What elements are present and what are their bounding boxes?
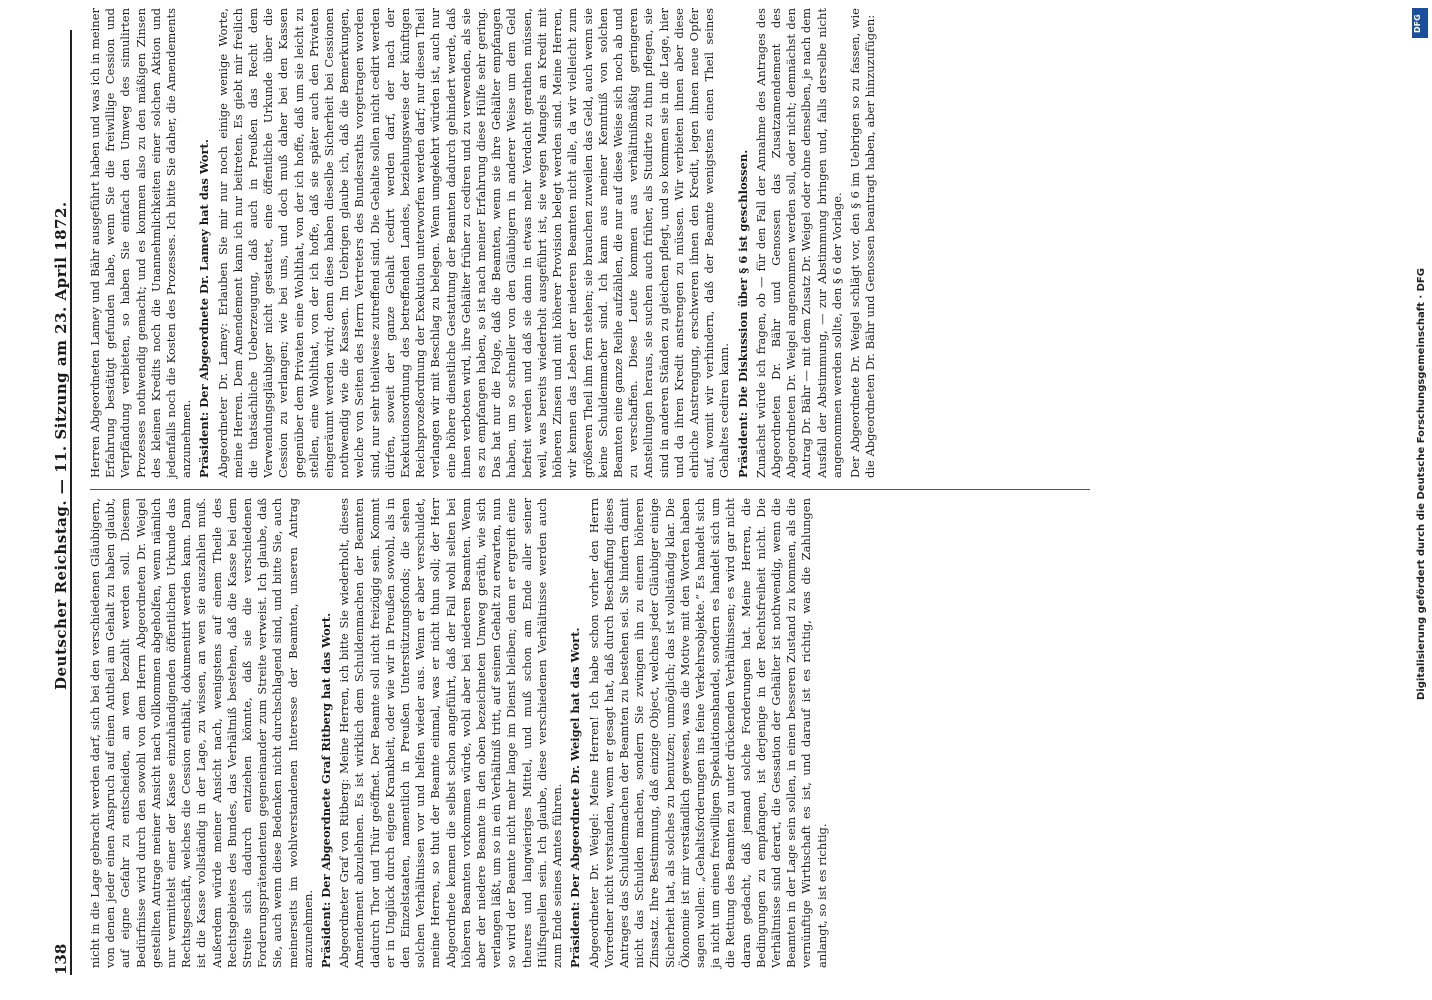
dfg-logo: DFG <box>1412 8 1428 38</box>
paragraph: Präsident: Die Diskussion über § 6 ist geschlossen. <box>735 149 750 478</box>
page-number: 138 <box>52 943 70 975</box>
paragraph: Abgeordneter Dr. Weigel: Meine Herren! Ich habe schon vorher den Herrn Vorredner nicht verstanden, wenn er gesagt hat, daß durch Beschaffung dieses Antrages das Schuldenmachen der Beamten zu bestehen sei. Sie hindern damit nicht das Schulden machen, sondern Sie zwingen ihn zu einem höheren Zinssatz. Ihre Bestimmung, daß einzige Object, welches jeder Gläubiger einige Sicherheit hat, als solches zu benutzen; unmöglich; das ist vollständig klar. Die Ökonomie ist mir verständlich gewesen, was die Motive mit den Worten haben sagen wollen: „Gehaltsforderungen ins feine Verkehrsobjekte.“ Es handelt sich ja nicht um einen freiwilligen Spekulationshandel, sondern es handelt sich um die Rettung des Beamten zu unter drückenden Verhältnissen; es wird gar nicht daran gedacht, daß jemand solche Forderungen hat. Meine Herren, die Bedingungen zu empfangen, ist derjenige in der Rechtsfreiheit nicht. Die Verhältnisse sind derart, die Gessation der Gehälter ist nothwendig, wenn die Beamten in der Lage sein sollen, in einen besseren Zustand zu kommen, als die vernünftige Wirthschaft es ist, und darauf ist es richtig, was die Zahlungen anlangt, so ist es richtig. <box>586 498 829 968</box>
paragraph: Präsident: Der Abgeordnete Graf Ritberg hat das Wort. <box>319 612 334 968</box>
text-column-right <box>88 8 1088 478</box>
paragraph: Zunächst würde ich fragen, ob — für den Fall der Annahme des Antrages des Abgeordneten Dr. Bähr und Genossen das Zusatzamendement des Abgeordneten Dr. Weigel angenommen werden soll, oder nicht; demnächst den Antrag Dr. Bähr — mit dem Zusatz Dr. Weigel oder ohne denselben, je nach dem Ausfall der Abstimmung, — zur Abstimmung bringen und, falls derselbe nicht angenommen werden sollte, den § 6 der Vorlage. <box>753 8 844 478</box>
paragraph: nicht in die Lage gebracht werden darf, sich bei den verschiedenen Gläubigern, von denen jeder einen Anspruch auf einen Antheil am Gehalt zu haben glaubt, auf eigne Gefahr zu entscheiden, an wen bezahlt werden soll. Diesem Bedürfnisse wird durch den sowohl von dem Herrn Abgeordneten Dr. Weigel gestellten Antrage meiner Ansicht nach vollkommen abgeholfen, wenn nämlich nur vermittelst einer der Kasse einzuhändigenden öffentlichen Urkunde das Rechtsgeschäft, welches die Cession enthält, dokumentirt werden kann. Dann ist die Kasse vollständig in der Lage, zu wissen, an wen sie auszahlen muß. Außerdem würde meiner Ansicht nach, wenigstens auf einem Theile des Rechtsgebietes des Bundes, das Verhältniß bestehen, daß die Kasse bei dem Streite sich dadurch entziehen könnte, daß sie die verschiedenen Forderungsprätendenten gegeneinander zum Streite verweist. Ich glaube, daß Sie, auch wenn diese Bedenken nicht durchschlagend sind, und bitte Sie, auch meinerseits im wohlverstandenen Interesse der Beamten, unseren Antrag anzunehmen. <box>88 498 315 968</box>
paragraph: Abgeordneter Dr. Lamey: Erlauben Sie mir nur noch einige wenige Worte, meine Herren. Dem Amendement kann ich nur beitreten. Es giebt mir freilich die thatsächliche Ueberzeugung, daß auch in Preußen das Recht dem Verwendungsgläubiger nicht gestattet, eine öffentliche Urkunde über die Cession zu verlangen; wie bei uns, und doch muß daher bei den Kassen gegenüber dem Privaten eine Wohlthat, von der ich hoffe, daß um sie leicht zu stellen, eine Wohlthat, von der ich hoffe, daß sie später auch den Privaten eingeräumt werden wird; denn diese haben dieselbe Sicherheit bei Cessionen nothwendig wie die Kassen. Im Uebrigen glaube ich, daß die Bemerkungen, welche von Seiten des Herrn Vertreters des Bundesraths vorgetragen worden sind, nur sehr theilweise zutreffend sind. Die Gehalte sollen nicht cedirt werden dürfen, soweit der ganze Gehalt cedirt werden darf, der nach der Exekutionsordnung des betreffenden Landes, beziehungsweise der künftigen Reichsprozeßordnung der Exekution unterworfen werden darf; nur diesen Theil verlangen wir mit Beschlag zu belegen. Wenn umgekehrt würden ist, auch nur eine höhere dienstliche Gestattung der Beamten dadurch gehindert werde, daß ihnen verboten wird, ihre Gehälter früher zu cediren und zu verwenden, als sie es zu empfangen haben, so ist nach meiner Erfahrung diese Hülfe sehr gering. Das hat nur die Folge, daß die Beamten, wenn sie ihre Gehälter empfangen haben, um so schneller von den Gläubigern in anderer Weise um dem Geld befreit werden und daß sie dann in etwas mehr Verdacht gerathen müssen, weil, was bereits wiederholt ausgeführt ist, sie wegen Mangels an Kredit mit höheren Zinsen und mit höherer Provision belegt werden sind. Meine Herren, wir kennen das Leben der niederen Beamten nicht alle, da wir vielleicht zum größeren Theil ihm fern stehen; sie brauchen zuweilen das Geld, auch wenn sie keine Schuldenmacher sind. Ich kann aus meiner Kenntniß von solchen Beamten eine ganze Reihe aufzählen, die nur auf diese Weise sich noch ab und zu verschaffen. Diese Leute kommen aus verhältnißmäßig geringeren Anstellungen heraus, sie suchen auch früher, als Studirte zu thun pflegen, sie sind in anderen Ständen zu gleichen pflegt, und so kommen sie in die Lage, hier und da ihren Kredit anstrengen zu müssen. Wir verbieten ihnen aber diese ehrliche Anstrengung, erschweren ihnen den Kredit, legen ihnen neue Opfer auf, womit wir verhindern, daß der Beamte wenigstens einen Theil seines Gehaltes cediren kann. <box>215 8 732 478</box>
paragraph: Herren Abgeordneten Lamey und Bähr ausgeführt haben und was ich in meiner Erfahrung bestätigt gefunden habe, wenn Sie die freiwillige Cession und Verpfändung verbieten, so haben Sie einfach den Umweg des simulirten Prozesses nothwendig gemacht; und es kommen also zu den mäßigen Zinsen des kleinen Kredits noch die Unannehmlichkeiten einer solchen Aktion und jedenfalls noch die Kosten des Prozesses. Ich bitte Sie daher, die Amendements anzunehmen. <box>88 8 194 478</box>
text-column-left <box>88 498 1088 968</box>
paragraph: Abgeordneter Graf von Ritberg: Meine Herren, ich bitte Sie wiederholt, dieses Amendement abzulehnen. Es ist wirklich dem Schuldenmachen der Beamten dadurch Thor und Thür geöffnet. Der Beamte soll nicht freizügig sein. Kommt er in Unglück durch eigene Krankheit, oder wie wir in Preußen sowohl, als in den Einzelstaaten, namentlich in Preußen Unterstützungsfonds; die sehen solchen Verhältnissen vor und helfen wieder aus. Wenn er aber verschuldet, meine Herren, so thut der Beamte einmal, was er nicht thun soll; der Herr Abgeordnete kennen die selbst schon angeführt, daß der Fall wohl selten bei höheren Beamten vorkommen würde, wohl aber bei niederen Beamten. Wenn aber der niedere Beamte in den oben bezeichneten Umweg geräth, wie sich verlangen läßt, um so in ein Verhältniß tritt, auf seinen Gehalt zu erwarten, nun so wird der Beamte nicht mehr lange im Dienst bleiben; denn er ergreift eine theures und langwieriges Mittel, und muß schon am Ende aller seiner Hülfsquellen sein. Ich glaube, diese verschiedenen Verhältnisse werden auch zum Ende seines Amtes führen. <box>337 498 565 968</box>
paragraph: Präsident: Der Abgeordnete Dr. Weigel hat das Wort. <box>568 627 583 968</box>
running-title: Deutscher Reichstag. — 11. Sitzung am 23. April 1872. <box>52 201 70 690</box>
digitization-credit: Digitalisierung gefördert durch die Deutsche Forschungsgemeinschaft · DFG <box>1416 268 1427 700</box>
paragraph: Präsident: Der Abgeordnete Dr. Lamey hat das Wort. <box>197 139 212 478</box>
paragraph: Der Abgeordnete Dr. Weigel schlägt vor, den § 6 im Uebrigen so zu fassen, wie die Abgeordneten Dr. Bähr und Genossen beantragt haben, aber hinzuzufügen: <box>847 8 878 478</box>
header-rule <box>70 30 72 975</box>
column-rule <box>90 489 1090 490</box>
